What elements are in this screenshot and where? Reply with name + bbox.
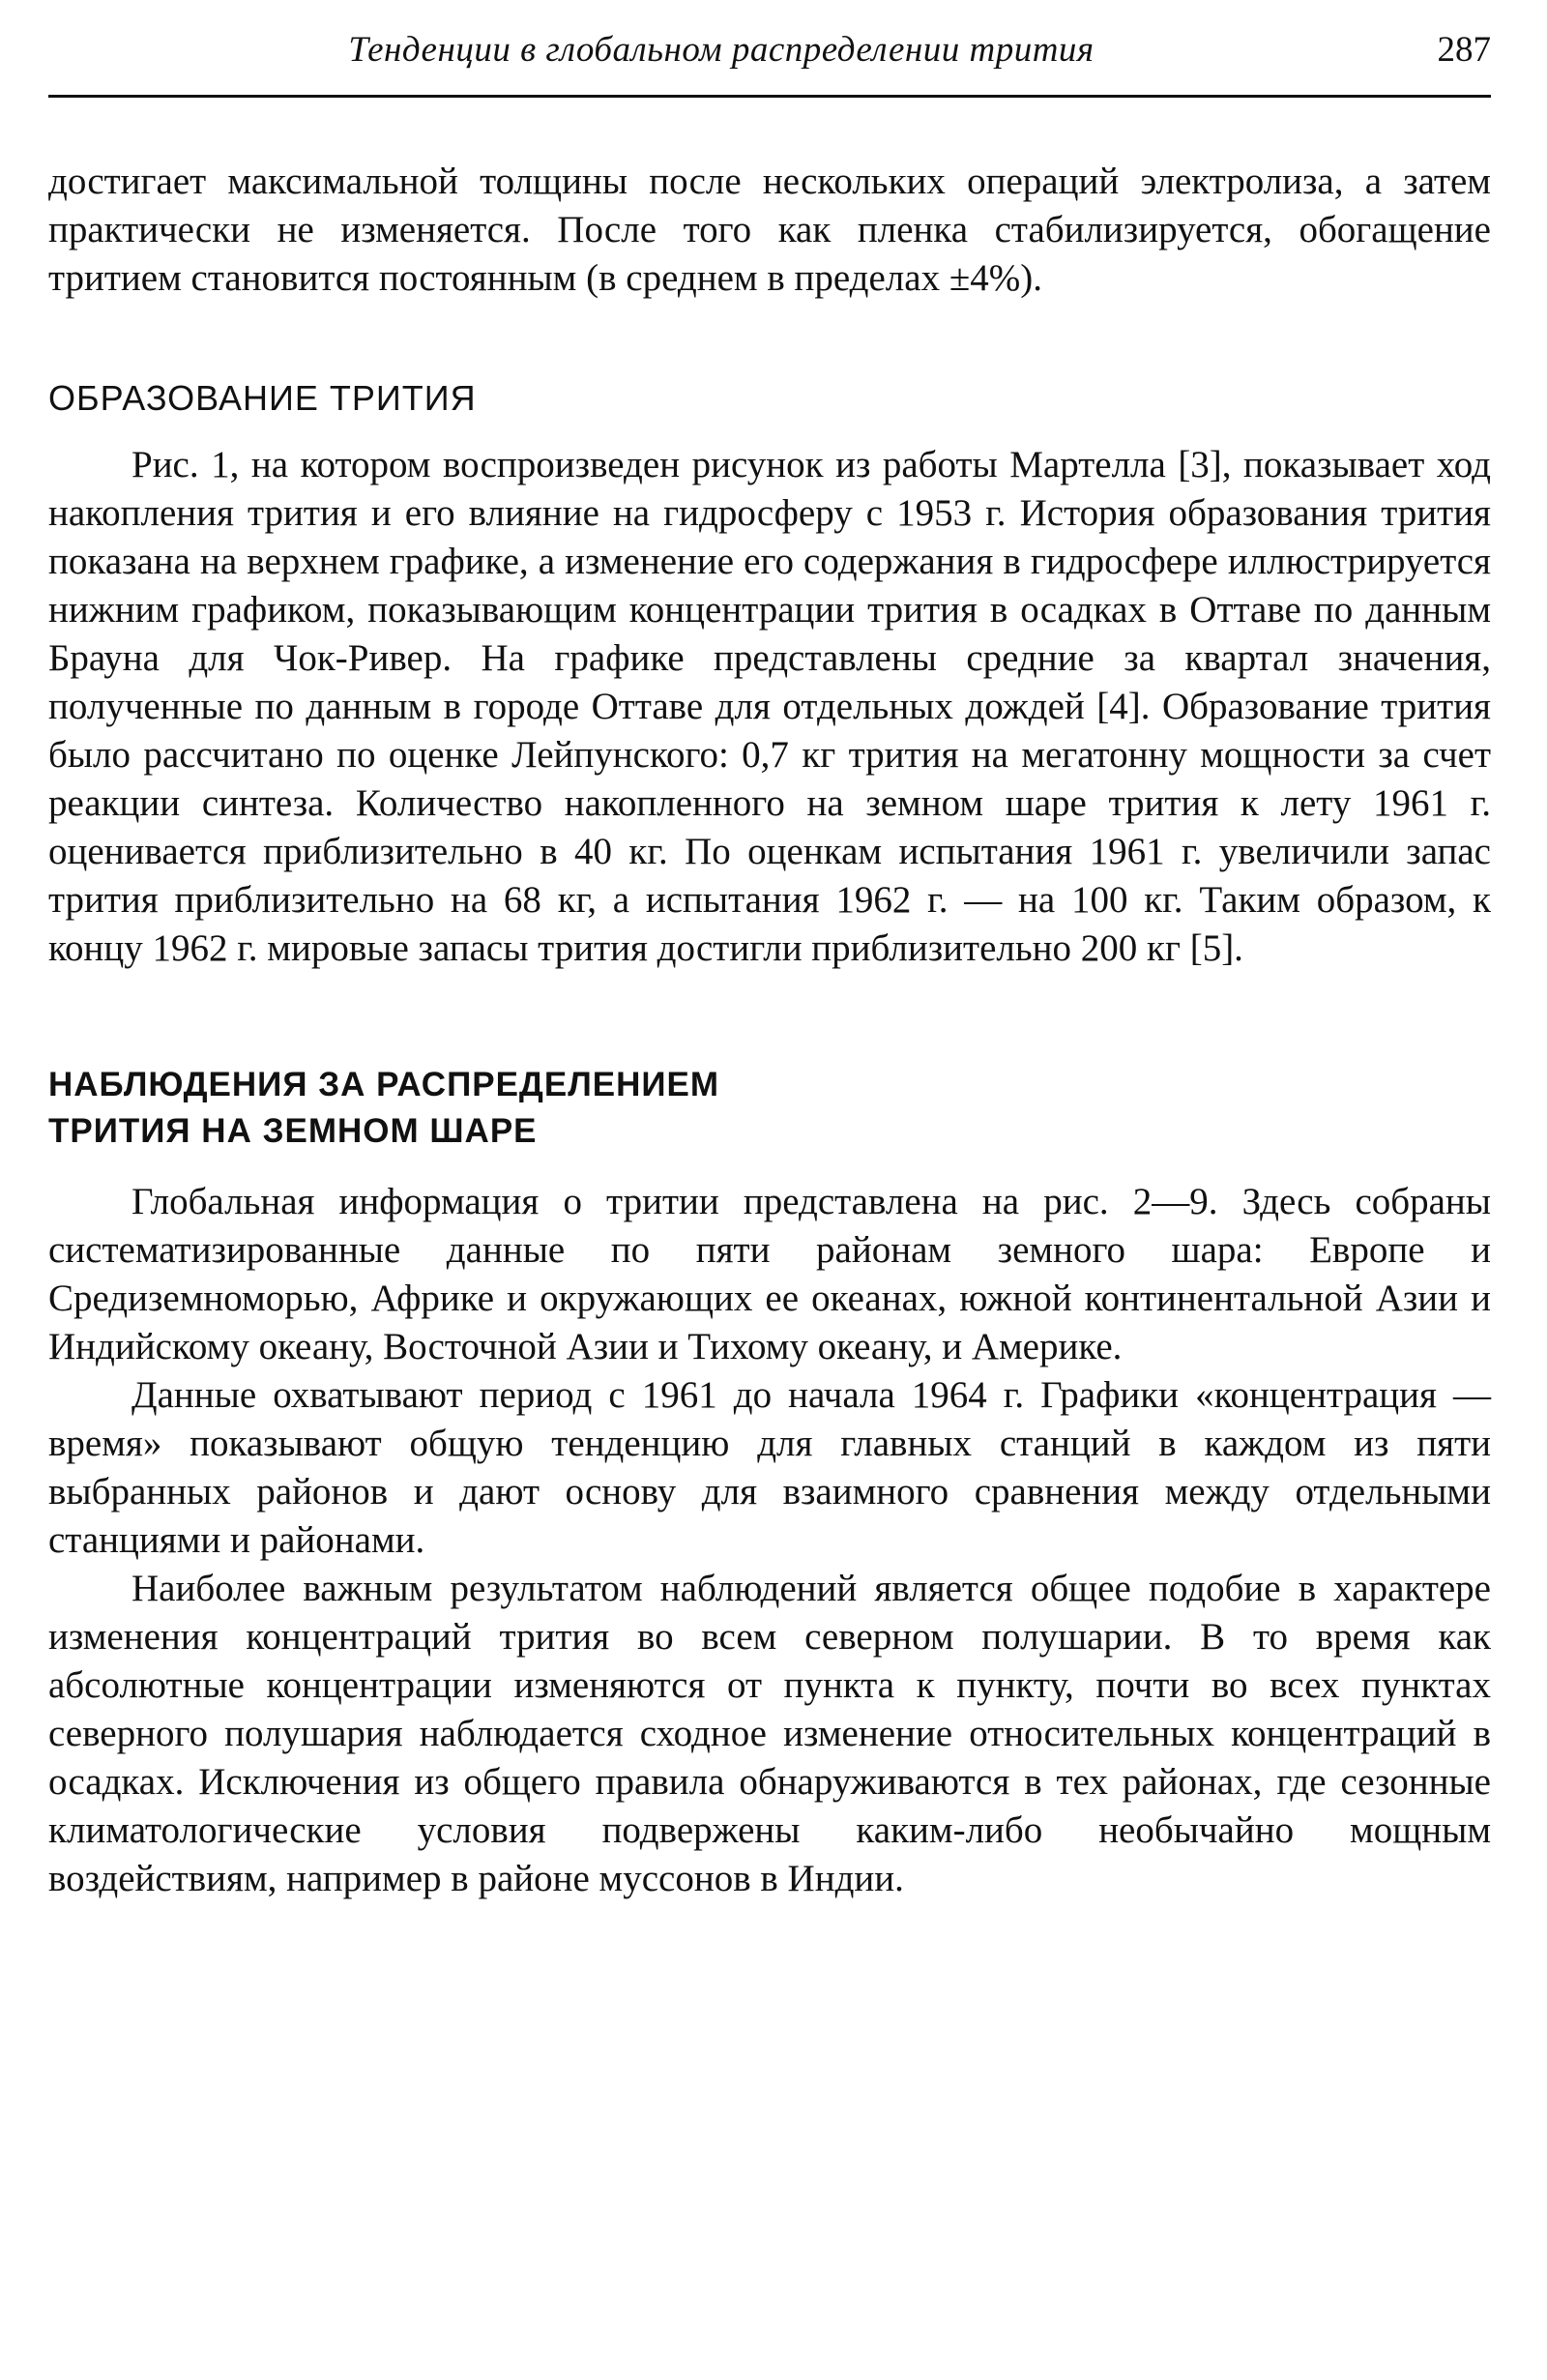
section-heading-line: ТРИТИЯ НА ЗЕМНОМ ШАРЕ xyxy=(48,1112,538,1150)
section-heading-tritium-formation: ОБРАЗОВАНИЕ ТРИТИЯ xyxy=(48,378,477,418)
paragraph-data-period: Данные охватывают период с 1961 до начала 1964 г. Графики «концентрация — время» показывают общую тенденцию для главных станций в каждом из пяти выбранных районов и дают основу для взаимного сравнения между отдельными станциями и районами. xyxy=(48,1374,1491,1561)
paragraph-main-result: Наиболее важным результатом наблюдений является общее подобие в характере изменения концентраций трития во всем северном полушарии. В то время как абсолютные концентрации изменяются от пункта к пункту, почти во всех пунктах северного полушария наблюдается сходное изменение относительных концентраций в осадках. Исключения из общего правила обнаруживаются в тех районах, где сезонные климатологические условия подвержены каким-либо необычайно мощным воздействиям, например в районе муссонов в Индии. xyxy=(48,1568,1491,1899)
body-text xyxy=(48,158,1491,1903)
page-number: 287 xyxy=(1437,30,1491,70)
section-heading-line: НАБЛЮДЕНИЯ ЗА РАСПРЕДЕЛЕНИЕМ xyxy=(48,1066,720,1103)
paragraph-tritium-formation: Рис. 1, на котором воспроизведен рисунок из работы Мартелла [3], показывает ход накопления трития и его влияние на гидросферу с 1953 г. История образования трития показана на верхнем графике, а изменение его содержания в гидросфере иллюстрируется нижним графиком, показывающим концентрации трития в осадках в Оттаве по данным Брауна для Чок-Ривер. На графике представлены средние за квартал значения, полученные по данным в городе Оттаве для отдельных дождей [4]. Образование трития было рассчитано по оценке Лейпунского: 0,7 кг трития на мегатонну мощности за счет реакции синтеза. Количество накопленного на земном шаре трития к лету 1961 г. оценивается приблизительно в 40 кг. По оценкам испытания 1961 г. увеличили запас трития приблизительно на 68 кг, а испытания 1962 г. — на 100 кг. Таким образом, к концу 1962 г. мировые запасы трития достигли приблизительно 200 кг [5]. xyxy=(48,444,1491,969)
paragraph-continuation: достигает максимальной толщины после нескольких операций электролиза, а затем практически не изменяется. После того как пленка стабилизируется, обогащение тритием становится постоянным (в среднем в пределах ±4%). xyxy=(48,161,1491,299)
section-heading-observations xyxy=(48,1062,1491,1155)
running-title: Тенденции в глобальном распределении трития xyxy=(348,30,1095,70)
book-page xyxy=(48,19,1491,1903)
running-header xyxy=(48,19,1491,98)
paragraph-global-information: Глобальная информация о тритии представлена на рис. 2—9. Здесь собраны систематизированные данные по пяти районам земного шара: Европе и Средиземноморью, Африке и окружающих ее океанах, южной континентальной Азии и Индийскому океану, Восточной Азии и Тихому океану, и Америке. xyxy=(48,1181,1491,1367)
